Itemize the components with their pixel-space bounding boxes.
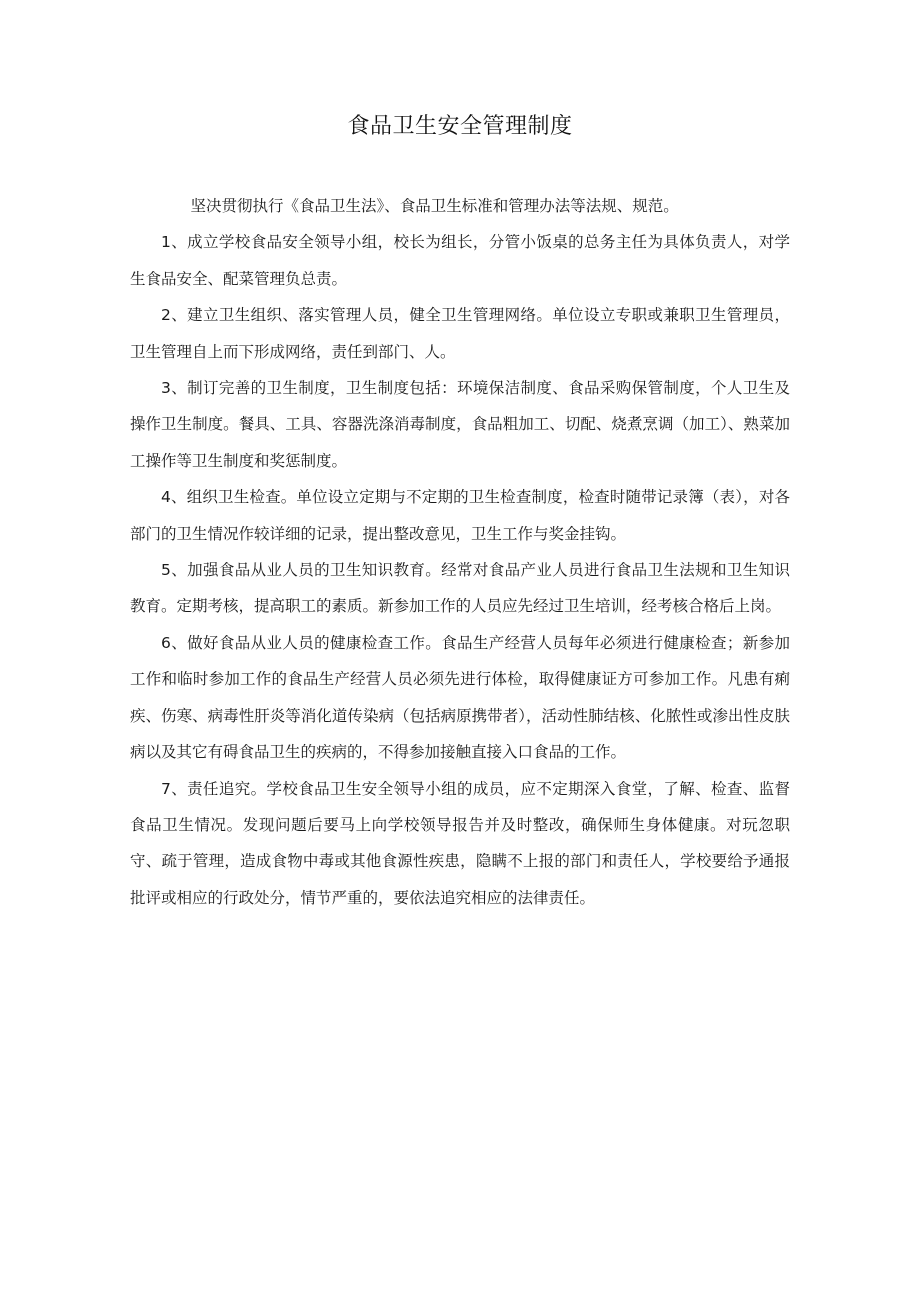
document-title: 食品卫生安全管理制度 bbox=[347, 114, 573, 139]
clause-3: 3、制订完善的卫生制度，卫生制度包括：环境保洁制度、食品采购保管制度，个人卫生及操作卫生制度。餐具、工具、容器洗涤消毒制度，食品粗加工、切配、烧煮烹调（加工）、熟菜加工操作等卫生制度和奖惩制度。 bbox=[130, 379, 790, 470]
clause-7: 7、责任追究。学校食品卫生安全领导小组的成员，应不定期深入食堂，了解、检查、监督食品卫生情况。发现问题后要马上向学校领导报告并及时整改，确保师生身体健康。对玩忽职守、疏于管理，造成食物中毒或其他食源性疾患，隐瞒不上报的部门和责任人，学校要给予通报批评或相应的行政处分，情节严重的，要依法追究相应的法律责任。 bbox=[130, 779, 790, 907]
document-body bbox=[130, 188, 790, 916]
clause-5: 5、加强食品从业人员的卫生知识教育。经常对食品产业人员进行食品卫生法规和卫生知识教育。定期考核，提高职工的素质。新参加工作的人员应先经过卫生培训，经考核合格后上岗。 bbox=[130, 561, 790, 616]
intro-paragraph: 坚决贯彻执行《食品卫生法》、食品卫生标准和管理办法等法规、规范。 bbox=[190, 197, 679, 215]
clause-2: 2、建立卫生组织、落实管理人员，健全卫生管理网络。单位设立专职或兼职卫生管理员，卫生管理自上而下形成网络，责任到部门、人。 bbox=[130, 306, 790, 361]
clause-4: 4、组织卫生检查。单位设立定期与不定期的卫生检查制度，检查时随带记录簿（表），对各部门的卫生情况作较详细的记录，提出整改意见，卫生工作与奖金挂钩。 bbox=[130, 488, 790, 543]
clause-1: 1、成立学校食品安全领导小组，校长为组长，分管小饭桌的总务主任为具体负责人，对学生食品安全、配菜管理负总责。 bbox=[130, 233, 790, 288]
clause-6: 6、做好食品从业人员的健康检查工作。食品生产经营人员每年必须进行健康检查；新参加工作和临时参加工作的食品生产经营人员必须先进行体检，取得健康证方可参加工作。凡患有痢疾、伤寒、病毒性肝炎等消化道传染病（包括病原携带者），活动性肺结核、化脓性或渗出性皮肤病以及其它有碍食品卫生的疾病的，不得参加接触直接入口食品的工作。 bbox=[130, 633, 790, 762]
